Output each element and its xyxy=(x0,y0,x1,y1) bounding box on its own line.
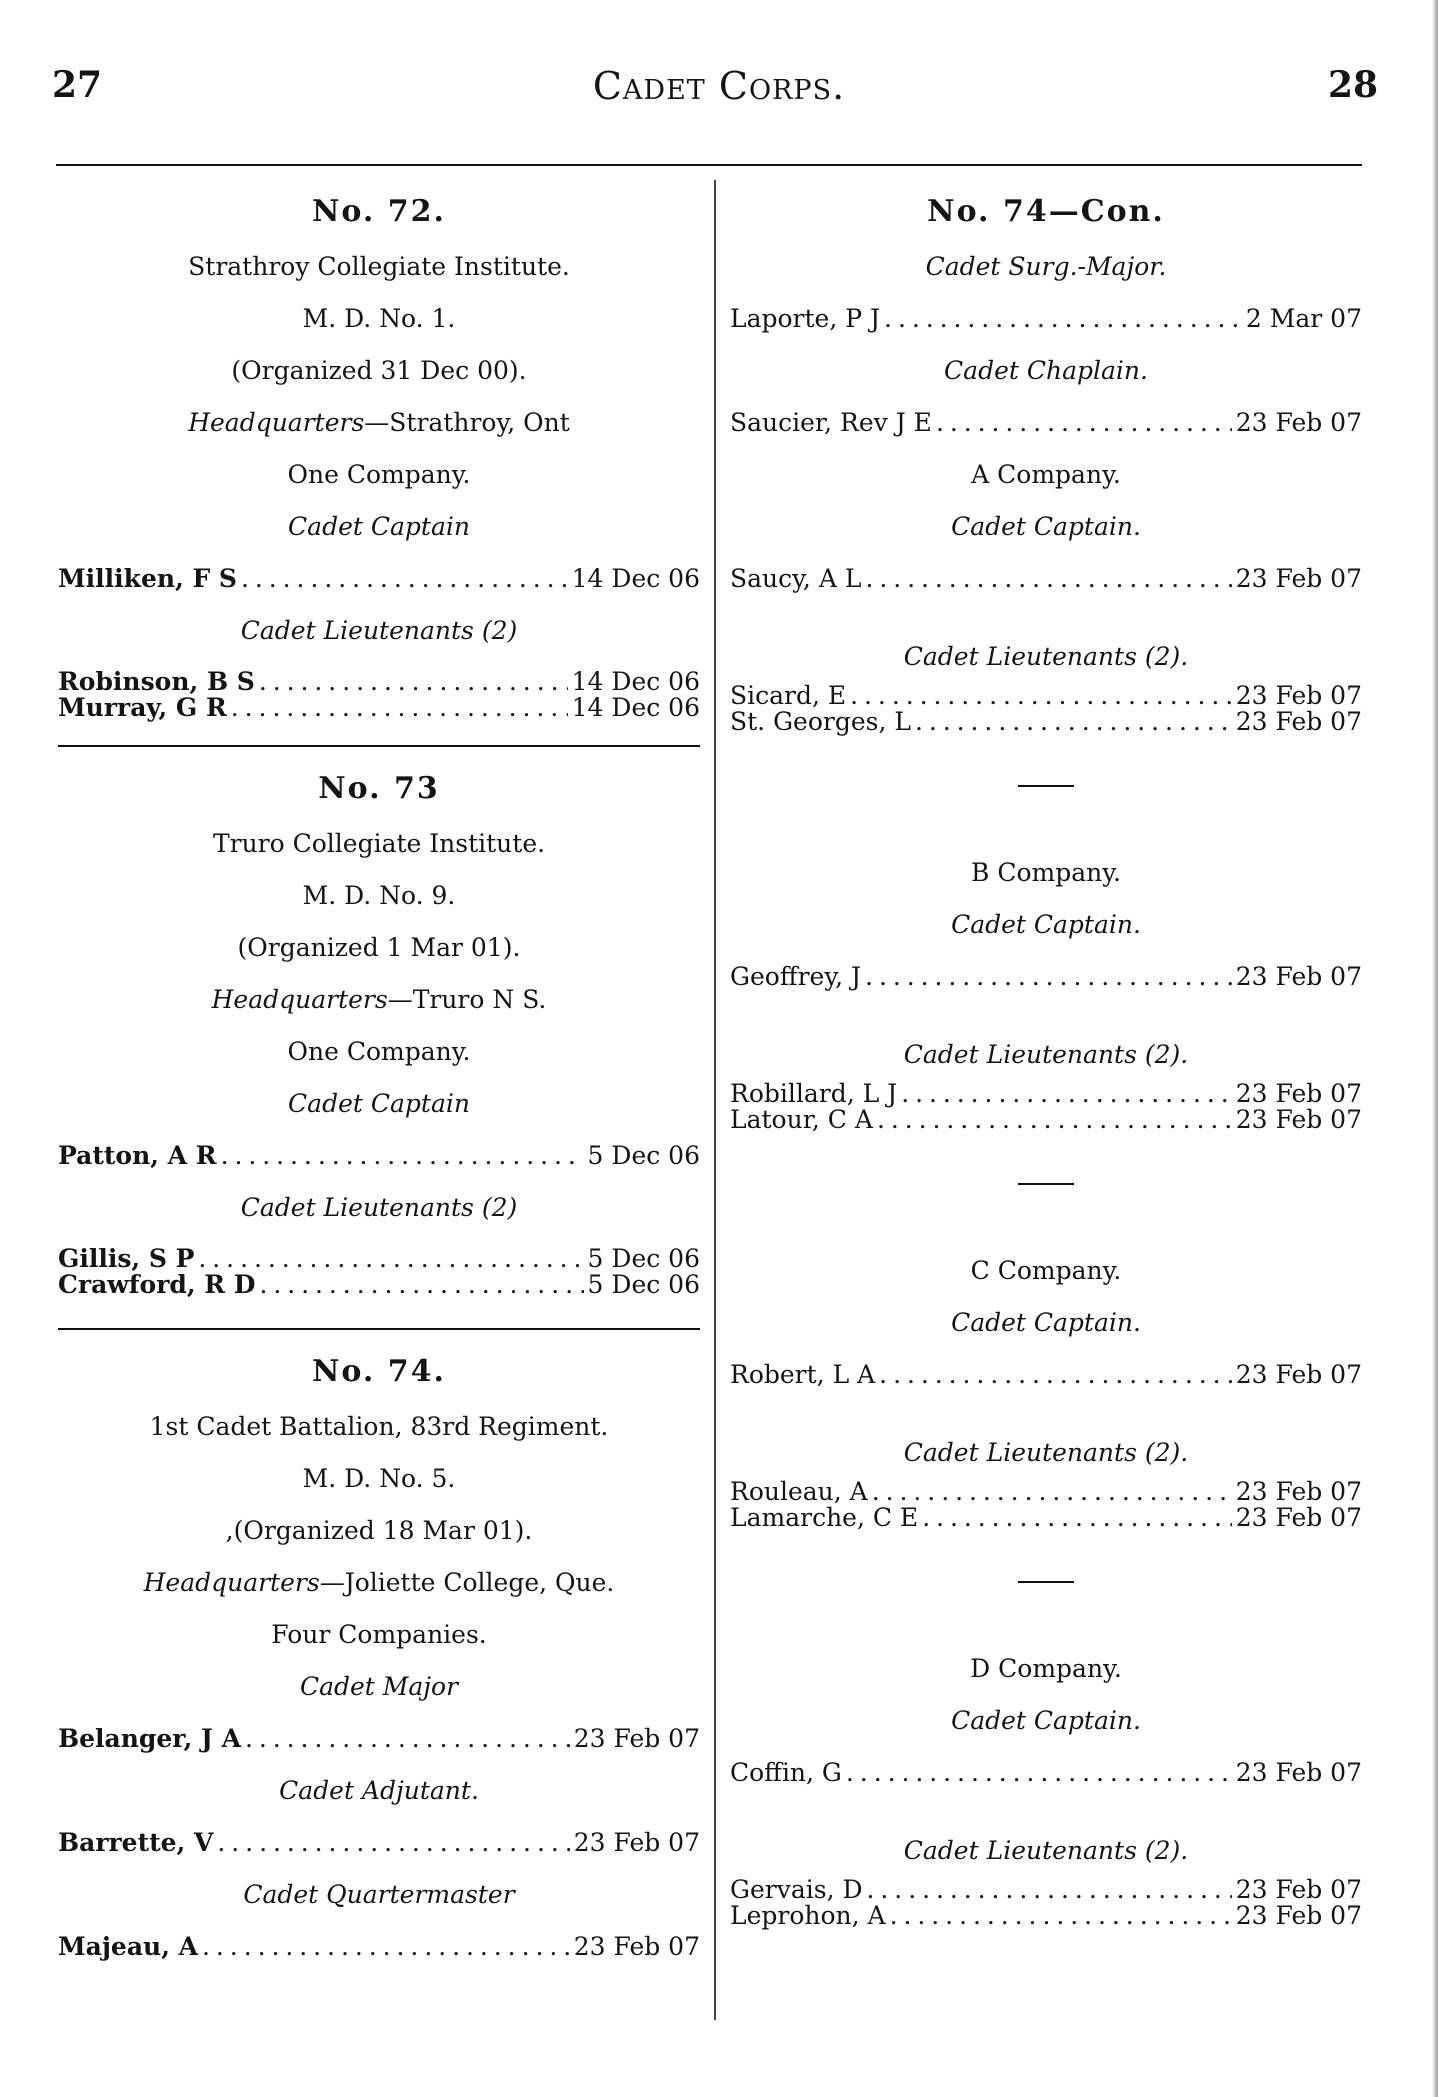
commission-date: 23 Feb 07 xyxy=(1235,564,1362,593)
rank-title: Cadet Captain. xyxy=(951,1706,1141,1735)
company-rule xyxy=(1018,785,1074,787)
commission-date: 5 Dec 06 xyxy=(587,1141,700,1170)
military-district: M. D. No. 1. xyxy=(302,304,456,333)
right-page-number: 28 xyxy=(1328,64,1379,106)
officer-entry xyxy=(730,1107,1362,1133)
left-column xyxy=(58,170,700,1973)
unit-heading: No. 74. xyxy=(312,1354,446,1389)
commission-date: 23 Feb 07 xyxy=(1235,1875,1362,1904)
headquarters xyxy=(58,1557,700,1609)
commission-date: 23 Feb 07 xyxy=(1235,1079,1362,1108)
institution: Truro Collegiate Institute. xyxy=(212,829,546,858)
officer-entry xyxy=(730,1505,1362,1531)
rank-title: Cadet Lieutenants (2). xyxy=(903,1438,1189,1467)
company-title: B Company. xyxy=(971,858,1121,887)
commission-date: 23 Feb 07 xyxy=(1235,1503,1362,1532)
officer-name: Saucy, A L xyxy=(730,564,862,593)
a-company xyxy=(730,449,1362,735)
officer-name: Belanger, J A xyxy=(58,1724,241,1753)
officer-entry xyxy=(58,1130,700,1182)
military-district: M. D. No. 9. xyxy=(302,881,456,910)
rank-title: Cadet Chaplain. xyxy=(944,356,1148,385)
organized-date: (Organized 1 Mar 01). xyxy=(237,933,521,962)
officer-entry xyxy=(730,553,1362,605)
company-title: C Company. xyxy=(970,1256,1122,1285)
officer-name: Gervais, D xyxy=(730,1875,863,1904)
page-title: Cadet Corps. xyxy=(592,64,846,108)
rank-title: Cadet Captain. xyxy=(951,910,1141,939)
c-company xyxy=(730,1245,1362,1531)
officer-entry xyxy=(58,1817,700,1869)
officer-entry xyxy=(730,1349,1362,1401)
organized-date: ,(Organized 18 Mar 01). xyxy=(225,1516,533,1545)
officer-entry xyxy=(730,1081,1362,1107)
officer-name: Milliken, F S xyxy=(58,564,237,593)
commission-date: 23 Feb 07 xyxy=(1235,681,1362,710)
company-count: One Company. xyxy=(287,1037,471,1066)
rank-title: Cadet Lieutenants (2) xyxy=(240,616,518,645)
headquarters-label: Headquarters xyxy=(211,985,388,1014)
headquarters-value: —Joliette College, Que. xyxy=(319,1568,615,1597)
officer-name: Latour, C A xyxy=(730,1105,873,1134)
rank-title: Cadet Captain xyxy=(288,512,470,541)
commission-date: 23 Feb 07 xyxy=(573,1932,700,1961)
officer-entry xyxy=(58,695,700,721)
officer-name: Robinson, B S xyxy=(58,667,255,696)
rank-title: Cadet Quartermaster xyxy=(243,1880,515,1909)
commission-date: 23 Feb 07 xyxy=(1235,962,1362,991)
officer-entry xyxy=(58,1246,700,1272)
officer-entry xyxy=(58,1921,700,1973)
commission-date: 5 Dec 06 xyxy=(587,1270,700,1299)
officer-name: Saucier, Rev J E xyxy=(730,408,932,437)
organized-date: (Organized 31 Dec 00). xyxy=(231,356,527,385)
company-title: D Company. xyxy=(970,1654,1122,1683)
officer-name: Murray, G R xyxy=(58,693,227,722)
headquarters xyxy=(58,397,700,449)
commission-date: 23 Feb 07 xyxy=(573,1724,700,1753)
officer-name: Rouleau, A xyxy=(730,1477,868,1506)
section-rule xyxy=(58,745,700,747)
military-district: M. D. No. 5. xyxy=(302,1464,456,1493)
institution: 1st Cadet Battalion, 83rd Regiment. xyxy=(149,1412,609,1441)
officer-name: Leprohon, A xyxy=(730,1901,886,1930)
header-rule xyxy=(56,164,1362,166)
company-count: One Company. xyxy=(287,460,471,489)
officer-name: Robillard, L J xyxy=(730,1079,898,1108)
rank-title: Cadet Adjutant. xyxy=(279,1776,479,1805)
commission-date: 14 Dec 06 xyxy=(571,693,700,722)
company-count: Four Companies. xyxy=(271,1620,487,1649)
rank-title: Cadet Surg.-Major. xyxy=(925,252,1167,281)
headquarters-value: —Truro N S. xyxy=(387,985,547,1014)
officer-name: Majeau, A xyxy=(58,1932,199,1961)
binding-edge xyxy=(1432,0,1438,2097)
unit-heading: No. 73 xyxy=(318,771,440,806)
commission-date: 23 Feb 07 xyxy=(1235,408,1362,437)
d-company xyxy=(730,1643,1362,1929)
officer-name: Gillis, S P xyxy=(58,1244,195,1273)
unit-heading-continued: No. 74—Con. xyxy=(927,194,1165,229)
officer-entry xyxy=(58,1272,700,1298)
officer-name: Laporte, P J xyxy=(730,304,881,333)
commission-date: 23 Feb 07 xyxy=(1235,1901,1362,1930)
headquarters-label: Headquarters xyxy=(143,1568,320,1597)
officer-name: Sicard, E xyxy=(730,681,847,710)
commission-date: 23 Feb 07 xyxy=(573,1828,700,1857)
rank-title: Cadet Lieutenants (2). xyxy=(903,1836,1189,1865)
officer-entry xyxy=(730,397,1362,449)
commission-date: 23 Feb 07 xyxy=(1235,1360,1362,1389)
headquarters-value: —Strathroy, Ont xyxy=(364,408,570,437)
company-rule xyxy=(1018,1183,1074,1185)
officer-name: Coffin, G xyxy=(730,1758,842,1787)
officer-entry xyxy=(730,1903,1362,1929)
officer-entry xyxy=(730,1747,1362,1799)
officer-entry xyxy=(730,683,1362,709)
company-title: A Company. xyxy=(971,460,1121,489)
officer-entry xyxy=(730,1479,1362,1505)
commission-date: 23 Feb 07 xyxy=(1235,1105,1362,1134)
officer-name: St. Georges, L xyxy=(730,707,911,736)
commission-date: 2 Mar 07 xyxy=(1245,304,1362,333)
company-rule xyxy=(1018,1581,1074,1583)
rank-title: Cadet Captain xyxy=(288,1089,470,1118)
officer-entry xyxy=(730,1877,1362,1903)
unit-no-74 xyxy=(58,1354,700,1973)
commission-date: 23 Feb 07 xyxy=(1235,1758,1362,1787)
commission-date: 23 Feb 07 xyxy=(1235,1477,1362,1506)
officer-name: Robert, L A xyxy=(730,1360,876,1389)
officer-entry xyxy=(730,709,1362,735)
officer-entry xyxy=(58,669,700,695)
officer-entry xyxy=(58,1713,700,1765)
rank-title: Cadet Lieutenants (2). xyxy=(903,1040,1189,1069)
commission-date: 5 Dec 06 xyxy=(587,1244,700,1273)
rank-title: Cadet Major xyxy=(299,1672,459,1701)
officer-name: Lamarche, C E xyxy=(730,1503,919,1532)
officer-name: Barrette, V xyxy=(58,1828,214,1857)
left-page-number: 27 xyxy=(52,64,103,106)
rank-title: Cadet Lieutenants (2) xyxy=(240,1193,518,1222)
rank-title: Cadet Lieutenants (2). xyxy=(903,642,1189,671)
rank-title: Cadet Captain. xyxy=(951,1308,1141,1337)
institution: Strathroy Collegiate Institute. xyxy=(188,252,570,281)
rank-title: Cadet Captain. xyxy=(951,512,1141,541)
unit-heading: No. 72. xyxy=(312,194,446,229)
headquarters-label: Headquarters xyxy=(188,408,365,437)
commission-date: 14 Dec 06 xyxy=(571,667,700,696)
commission-date: 14 Dec 06 xyxy=(571,564,700,593)
officer-name: Patton, A R xyxy=(58,1141,217,1170)
column-divider xyxy=(714,180,716,2020)
right-column xyxy=(730,170,1362,1929)
section-rule xyxy=(58,1328,700,1330)
officer-entry xyxy=(730,293,1362,345)
commission-date: 23 Feb 07 xyxy=(1235,707,1362,736)
b-company xyxy=(730,847,1362,1133)
officer-name: Geoffrey, J xyxy=(730,962,862,991)
officer-entry xyxy=(730,951,1362,1003)
headquarters xyxy=(58,974,700,1026)
unit-no-73 xyxy=(58,771,700,1298)
officer-name: Crawford, R D xyxy=(58,1270,256,1299)
officer-entry xyxy=(58,553,700,605)
unit-no-72 xyxy=(58,194,700,721)
